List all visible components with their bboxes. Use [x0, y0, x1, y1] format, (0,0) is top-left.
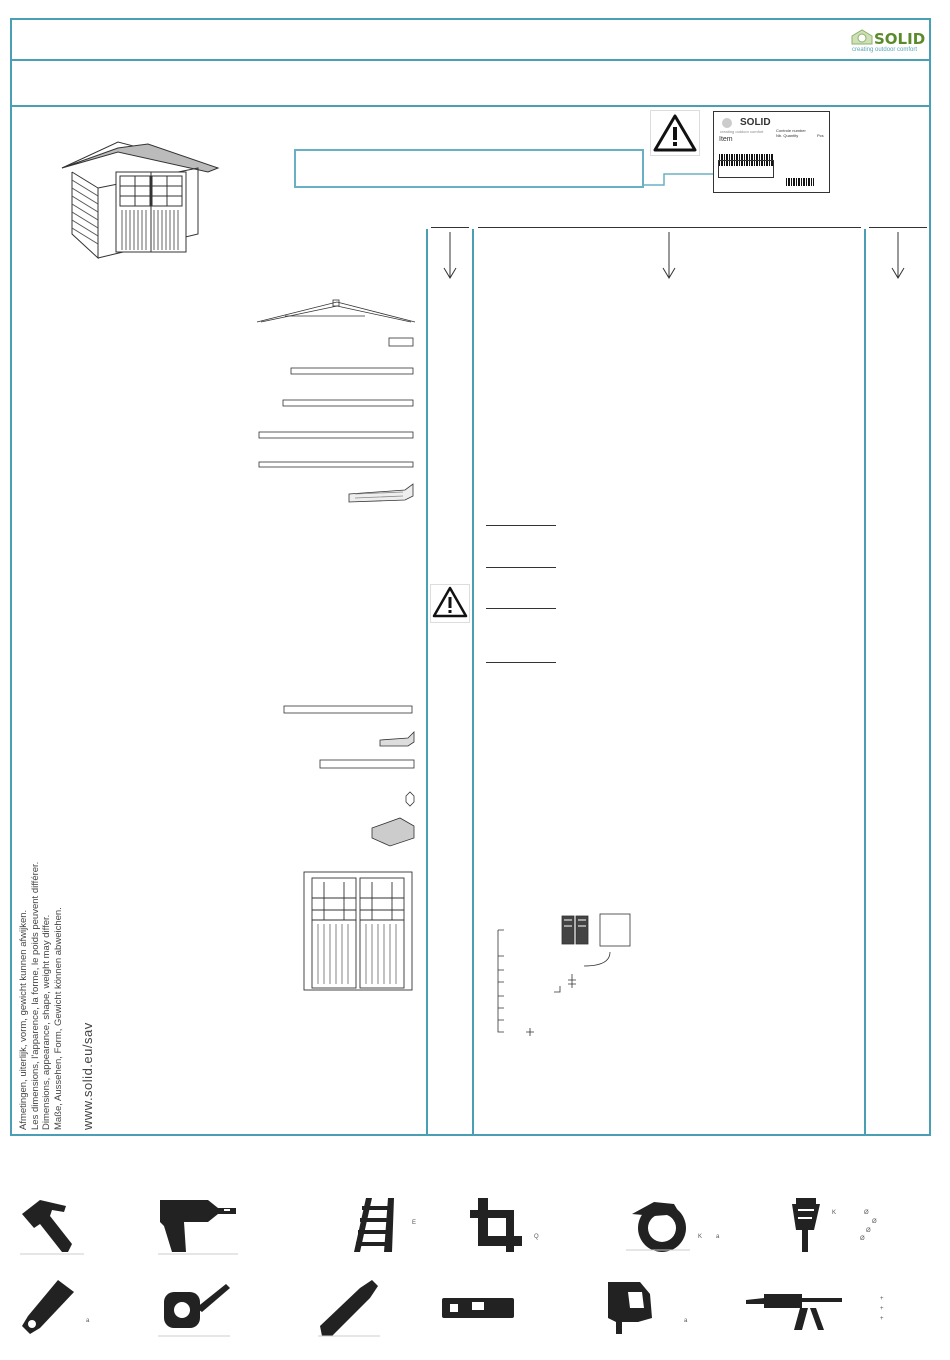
blank-line: [486, 567, 556, 568]
col-header-line-3: [869, 227, 927, 228]
hole-diameter-label: Ø: [864, 1210, 869, 1216]
mini-diagram: [494, 912, 634, 1042]
disclaimer-line-nl: Afmetingen, uiterlijk, vorm, gewicht kunnen afwijken.: [18, 909, 29, 1130]
label-tagline: creating outdoor comfort: [720, 129, 764, 134]
arrow-down-icon: [659, 232, 679, 280]
hole-saw-icon: [780, 1196, 830, 1256]
hole-diameter-label: Ø: [866, 1228, 871, 1234]
tool-mark: +: [880, 1296, 884, 1302]
house-logo-icon: [850, 28, 874, 46]
warning-icon: [650, 110, 700, 156]
disclaimer-text: [18, 862, 64, 1130]
square-ruler-icon: [468, 1196, 524, 1256]
label-brand: SOLID: [740, 117, 771, 128]
label-item: Item: [719, 136, 733, 143]
door-illustration: [302, 870, 414, 992]
drill-icon: [156, 1196, 240, 1256]
hammer-icon: [18, 1196, 86, 1256]
hole-diameter-label: Ø: [872, 1219, 877, 1225]
tool-mark: +: [880, 1316, 884, 1322]
spirit-level-icon: [440, 1292, 516, 1324]
tool-label: E: [412, 1220, 417, 1226]
blank-line: [486, 525, 556, 526]
blank-line: [486, 662, 556, 663]
arrow-down-icon: [440, 232, 460, 280]
title-divider: [10, 105, 931, 107]
header-divider: [10, 59, 931, 61]
support-url[interactable]: www.solid.eu/sav: [80, 1022, 95, 1130]
warning-icon: [430, 584, 470, 624]
package-label-card: [713, 111, 830, 193]
shed-illustration: [58, 138, 222, 260]
parts-drawings-lower: [280, 700, 420, 850]
label-logo-icon: [719, 117, 739, 129]
tool-sub-label: a: [716, 1234, 720, 1240]
jigsaw-icon: [602, 1278, 660, 1338]
disclaimer-line-de: Maße, Aussehen, Form, Gewicht können abweichen.: [52, 907, 64, 1130]
label-pcs: Pcs: [817, 133, 824, 138]
utility-knife-icon: [316, 1278, 382, 1338]
col-header-line-2: [478, 227, 861, 228]
tool-label: a: [86, 1318, 90, 1324]
circular-saw-icon: [624, 1196, 694, 1256]
parts-drawings: [255, 296, 420, 506]
handsaw-icon: [18, 1278, 78, 1338]
logo-tagline: creating outdoor comfort: [852, 47, 918, 53]
label-control-number: Controle number: [776, 128, 806, 133]
logo-text: SOLID: [874, 30, 926, 48]
caulking-gun-icon: [744, 1284, 844, 1334]
column-divider-2: [472, 229, 474, 1136]
ladder-icon: [348, 1196, 408, 1256]
item-box-connector: [642, 160, 722, 190]
tool-label: a: [684, 1318, 688, 1324]
label-quantity: Nb. Quantity: [776, 133, 799, 138]
tool-label: Q: [534, 1234, 539, 1240]
arrow-down-icon: [888, 232, 908, 280]
solid-logo: [850, 28, 926, 58]
barcode-frame: [718, 160, 774, 178]
tool-label: K: [832, 1210, 837, 1216]
column-divider-1: [426, 229, 428, 1136]
disclaimer-line-en: Dimensions, appearance, shape, weight may differ.: [41, 914, 52, 1130]
blank-line: [486, 608, 556, 609]
disclaimer-line-fr: Les dimensions, l'apparence, la forme, le poids peuvent différer.: [29, 861, 41, 1130]
tool-mark: +: [880, 1306, 884, 1312]
tool-label: K: [698, 1234, 703, 1240]
col-header-line-1: [431, 227, 469, 228]
barcode-2: [786, 178, 814, 186]
tape-measure-icon: [156, 1278, 232, 1338]
item-number-box: [294, 149, 644, 188]
hole-diameter-label: Ø: [860, 1236, 865, 1242]
column-divider-3: [864, 229, 866, 1136]
